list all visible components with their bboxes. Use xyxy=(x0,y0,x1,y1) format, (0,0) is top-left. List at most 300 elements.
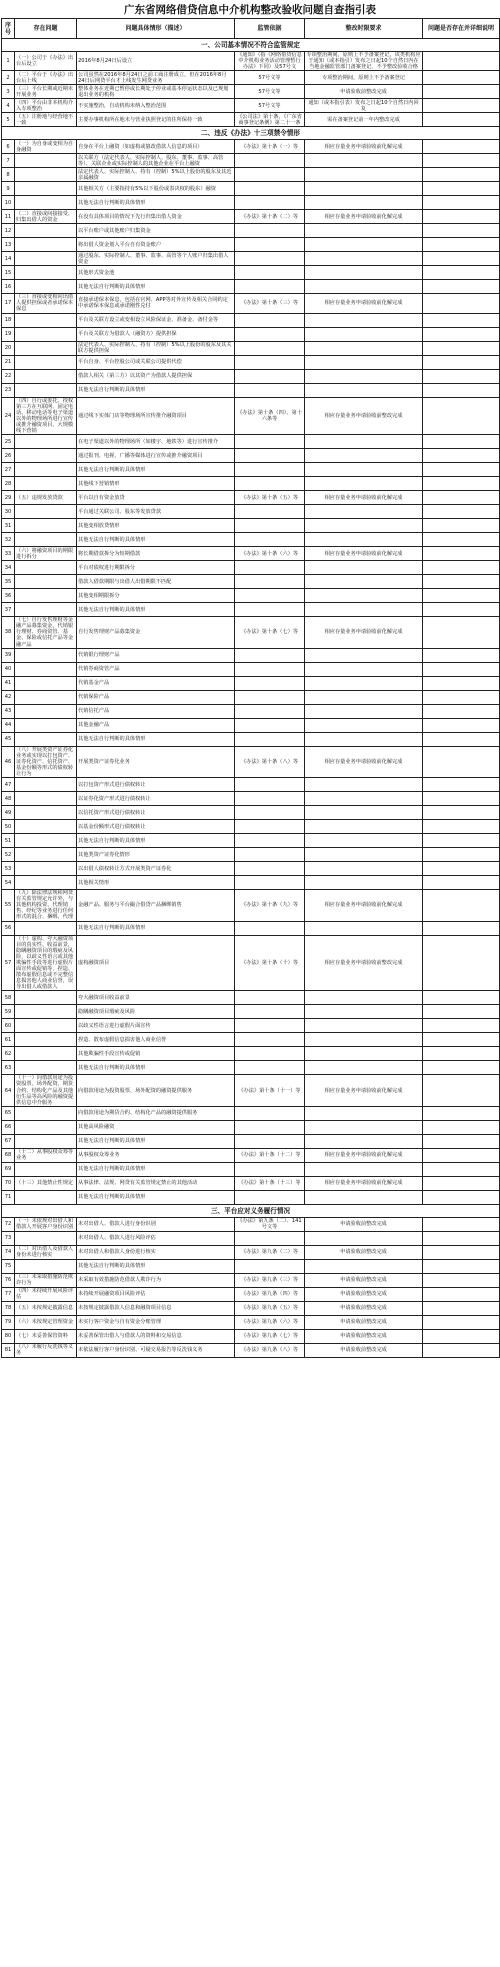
row-exists xyxy=(423,266,500,280)
row-basis: 《办法》第十条（六）等 xyxy=(235,547,305,561)
table-row xyxy=(2,935,500,991)
row-issue xyxy=(15,355,77,369)
table-row xyxy=(2,806,500,820)
table-row xyxy=(2,449,500,463)
table-row xyxy=(2,1162,500,1176)
row-exists xyxy=(423,1259,500,1273)
row-issue: （五）注册地与经营地不一致 xyxy=(15,113,77,127)
row-deadline xyxy=(305,1190,423,1204)
row-basis xyxy=(235,435,305,449)
row-exists xyxy=(423,704,500,718)
row-issue xyxy=(15,1259,77,1273)
row-number: 25 xyxy=(2,435,15,449)
table-row xyxy=(2,890,500,921)
row-exists xyxy=(423,1019,500,1033)
table-row xyxy=(2,778,500,792)
table-row xyxy=(2,1120,500,1134)
row-number: 55 xyxy=(2,890,15,921)
row-number: 3 xyxy=(2,85,15,99)
row-description: 不实施整治，自动机构未纳入整治范围 xyxy=(77,99,235,113)
row-deadline: 相应存量业务申请验收前化解完成 xyxy=(305,746,423,777)
row-deadline: 相应存量业务申请验收前化解完成 xyxy=(305,210,423,224)
row-issue: （六）将融资项目的期限进行拆分 xyxy=(15,547,77,561)
row-basis xyxy=(235,477,305,491)
row-description: 平台以自有资金放贷 xyxy=(77,491,235,505)
row-number: 18 xyxy=(2,313,15,327)
row-exists xyxy=(423,85,500,99)
row-description: 其他无法自行判断的具体情形 xyxy=(77,196,235,210)
row-exists xyxy=(423,224,500,238)
row-description: 将出借人资金划入平台自有资金账户 xyxy=(77,238,235,252)
row-number: 73 xyxy=(2,1231,15,1245)
row-basis: 《办法》第九条（二）、141号文等 xyxy=(235,1217,305,1231)
row-description: 在电子渠道以外的物理场所（如楼宇、地铁等）进行宣传推介 xyxy=(77,435,235,449)
row-deadline xyxy=(305,921,423,935)
row-issue xyxy=(15,862,77,876)
row-deadline xyxy=(305,252,423,266)
row-number: 45 xyxy=(2,732,15,746)
row-description: 主要办事机构所在地未与营业执照登记的住所保持一致 xyxy=(77,113,235,127)
table-row xyxy=(2,341,500,355)
row-exists xyxy=(423,383,500,397)
table-row xyxy=(2,463,500,477)
row-number: 81 xyxy=(2,1343,15,1357)
row-deadline xyxy=(305,505,423,519)
row-basis xyxy=(235,533,305,547)
table-row xyxy=(2,662,500,676)
row-exists xyxy=(423,1245,500,1259)
row-description: 代销券商资管产品 xyxy=(77,662,235,676)
row-number: 30 xyxy=(2,505,15,519)
row-description: 开展类资产证券化业务 xyxy=(77,746,235,777)
row-exists xyxy=(423,1273,500,1287)
row-issue xyxy=(15,383,77,397)
row-basis xyxy=(235,806,305,820)
row-exists xyxy=(423,935,500,991)
row-issue xyxy=(15,1033,77,1047)
row-exists xyxy=(423,561,500,575)
row-basis: 《办法》第九条（二）等 xyxy=(235,1245,305,1259)
row-deadline xyxy=(305,1120,423,1134)
row-description: 自身在平台上融资（如虚构或篡改借款人信息的项目） xyxy=(77,140,235,154)
row-basis xyxy=(235,662,305,676)
table-row xyxy=(2,397,500,435)
row-description: 其他线下营销情形 xyxy=(77,477,235,491)
table-row xyxy=(2,85,500,99)
row-description: 其他无法自行判断的具体情形 xyxy=(77,533,235,547)
table-row xyxy=(2,834,500,848)
table-row xyxy=(2,1231,500,1245)
row-basis: 《办法》第十条（七）等 xyxy=(235,617,305,648)
row-deadline xyxy=(305,266,423,280)
row-number: 69 xyxy=(2,1162,15,1176)
row-deadline xyxy=(305,154,423,168)
row-description: 通过线下实体门店等物理场所宣传推介融资项目 xyxy=(77,397,235,435)
row-number: 29 xyxy=(2,491,15,505)
section-row xyxy=(2,1204,500,1217)
row-issue xyxy=(15,341,77,355)
row-description: 其他欺骗性手段宣传或促销 xyxy=(77,1047,235,1061)
row-description: 金融产品、服务与平台撮合借贷产品捆绑销售 xyxy=(77,890,235,921)
row-description: 以歧义性语言进行虚假片面宣传 xyxy=(77,1019,235,1033)
row-deadline xyxy=(305,690,423,704)
row-issue xyxy=(15,704,77,718)
row-number: 8 xyxy=(2,168,15,182)
row-number: 70 xyxy=(2,1176,15,1190)
row-description: 其他无法自行判断的具体情形 xyxy=(77,1061,235,1075)
row-exists xyxy=(423,252,500,266)
row-issue xyxy=(15,1047,77,1061)
row-basis xyxy=(235,449,305,463)
row-description: 通过股东、实际控制人、董事、监事、高管等个人账户归集出借人资金 xyxy=(77,252,235,266)
section-title: 一、公司基本情况不符合监管规定 xyxy=(2,39,500,52)
row-issue xyxy=(15,1190,77,1204)
table-row xyxy=(2,732,500,746)
row-description: 直接承诺保本保息，包括在官网、APP等对外宣传及相关合同约定中承诺保本保息或承诺刚性兑付 xyxy=(77,294,235,313)
row-exists xyxy=(423,1162,500,1176)
row-issue: （六）未按规定管理资金 xyxy=(15,1315,77,1329)
row-exists xyxy=(423,280,500,294)
row-deadline: 申请验收前整改完成 xyxy=(305,1245,423,1259)
row-deadline: 相应存量业务申请验收前化解完成 xyxy=(305,294,423,313)
row-exists xyxy=(423,617,500,648)
row-basis: 《办法》第十条（二）等 xyxy=(235,210,305,224)
row-deadline xyxy=(305,778,423,792)
section-title: 二、违反《办法》十三项禁令情形 xyxy=(2,127,500,140)
table-row xyxy=(2,575,500,589)
row-exists xyxy=(423,1217,500,1231)
row-deadline xyxy=(305,327,423,341)
row-exists xyxy=(423,921,500,935)
row-deadline xyxy=(305,1134,423,1148)
row-issue xyxy=(15,238,77,252)
row-deadline xyxy=(305,718,423,732)
row-deadline xyxy=(305,238,423,252)
row-exists xyxy=(423,1047,500,1061)
table-row xyxy=(2,154,500,168)
row-deadline: 相应存量业务申请验收前化解完成 xyxy=(305,617,423,648)
row-basis xyxy=(235,778,305,792)
row-exists xyxy=(423,862,500,876)
row-description: 平台通过关联公司、股东等发放贷款 xyxy=(77,505,235,519)
row-basis xyxy=(235,676,305,690)
header-exists: 问题是否存在并详细说明 xyxy=(423,19,500,39)
row-issue xyxy=(15,676,77,690)
row-number: 78 xyxy=(2,1301,15,1315)
row-basis xyxy=(235,561,305,575)
table-row xyxy=(2,648,500,662)
row-exists xyxy=(423,1033,500,1047)
table-row xyxy=(2,196,500,210)
row-number: 52 xyxy=(2,848,15,862)
row-description: 虚构融资项目 xyxy=(77,935,235,991)
row-exists xyxy=(423,154,500,168)
table-row xyxy=(2,1315,500,1329)
row-exists xyxy=(423,890,500,921)
row-number: 27 xyxy=(2,463,15,477)
row-number: 17 xyxy=(2,294,15,313)
row-exists xyxy=(423,113,500,127)
row-number: 40 xyxy=(2,662,15,676)
header-no: 序号 xyxy=(2,19,15,39)
row-issue xyxy=(15,561,77,575)
row-issue xyxy=(15,196,77,210)
row-basis xyxy=(235,1231,305,1245)
table-row xyxy=(2,792,500,806)
row-issue: （十三）其他禁止性规定 xyxy=(15,1176,77,1190)
row-deadline xyxy=(305,806,423,820)
row-issue: （八）未履行反洗钱等义务 xyxy=(15,1343,77,1357)
table-row xyxy=(2,224,500,238)
row-number: 36 xyxy=(2,589,15,603)
row-exists xyxy=(423,547,500,561)
row-number: 22 xyxy=(2,369,15,383)
row-number: 71 xyxy=(2,1190,15,1204)
row-description: 以打包资产形式进行债权转让 xyxy=(77,778,235,792)
row-number: 6 xyxy=(2,140,15,154)
row-description: 法定代表人、实际控制人、持有（控制）5%以上股份的股东及其近亲属融资 xyxy=(77,168,235,182)
row-basis xyxy=(235,876,305,890)
row-basis xyxy=(235,266,305,280)
row-basis xyxy=(235,792,305,806)
table-row xyxy=(2,547,500,561)
row-number: 4 xyxy=(2,99,15,113)
row-exists xyxy=(423,690,500,704)
row-exists xyxy=(423,491,500,505)
row-issue xyxy=(15,313,77,327)
table-row xyxy=(2,676,500,690)
row-description: 以信托资产形式进行债权转让 xyxy=(77,806,235,820)
row-deadline xyxy=(305,704,423,718)
row-deadline xyxy=(305,862,423,876)
row-basis xyxy=(235,834,305,848)
row-basis xyxy=(235,1120,305,1134)
row-basis: 《办法》第十条（九）等 xyxy=(235,890,305,921)
table-row xyxy=(2,1301,500,1315)
table-row xyxy=(2,1148,500,1162)
row-description: 2016年8月24日后设立 xyxy=(77,52,235,71)
row-deadline xyxy=(305,834,423,848)
row-number: 21 xyxy=(2,355,15,369)
table-row xyxy=(2,168,500,182)
row-deadline xyxy=(305,820,423,834)
row-description: 未依法履行客户身份识别、可疑交易报告等反洗钱义务 xyxy=(77,1343,235,1357)
row-number: 62 xyxy=(2,1047,15,1061)
row-deadline: 申请验收前整改完成 xyxy=(305,1287,423,1301)
row-deadline xyxy=(305,477,423,491)
row-issue: （二）对出借人及借款人身份未进行核实 xyxy=(15,1245,77,1259)
row-description: 其他无法自行判断的具体情形 xyxy=(77,603,235,617)
row-basis xyxy=(235,848,305,862)
row-deadline: 专项整治期间，原则上不予备案登记 xyxy=(305,71,423,85)
table-row xyxy=(2,1106,500,1120)
row-deadline: 相应存量业务申请验收前化解完成 xyxy=(305,1148,423,1162)
row-deadline: 相应存量业务申请验收前化解完成 xyxy=(305,890,423,921)
row-number: 60 xyxy=(2,1019,15,1033)
row-number: 10 xyxy=(2,196,15,210)
row-description: 平台自身、平台控股公司或关联公司提供代偿 xyxy=(77,355,235,369)
table-row xyxy=(2,1259,500,1273)
row-number: 37 xyxy=(2,603,15,617)
row-deadline xyxy=(305,463,423,477)
row-deadline xyxy=(305,1019,423,1033)
row-description: 代销信托产品 xyxy=(77,704,235,718)
row-exists xyxy=(423,355,500,369)
row-number: 77 xyxy=(2,1287,15,1301)
row-description: 其他无法自行判断的具体情形 xyxy=(77,1134,235,1148)
row-number: 56 xyxy=(2,921,15,935)
row-description: 以证券化资产形式进行债权转让 xyxy=(77,792,235,806)
row-basis: 57号文等 xyxy=(235,85,305,99)
row-issue xyxy=(15,575,77,589)
row-issue xyxy=(15,732,77,746)
row-basis xyxy=(235,921,305,935)
row-exists xyxy=(423,732,500,746)
row-exists xyxy=(423,313,500,327)
row-deadline xyxy=(305,533,423,547)
row-basis: 《办法》第十条（五）等 xyxy=(235,491,305,505)
row-deadline xyxy=(305,662,423,676)
row-issue xyxy=(15,533,77,547)
row-basis: 《办法》第十条（十）等 xyxy=(235,935,305,991)
row-description: 其他相关方（主要指持有5%以下股份或表决权的股东）融资 xyxy=(77,182,235,196)
row-description: 以关联方（法定代表人、实际控制人、股东、董事、监事、高管等）、关联企业或实际控制人的其他企业在平台上融资 xyxy=(77,154,235,168)
table-row xyxy=(2,1019,500,1033)
row-exists xyxy=(423,848,500,862)
row-issue xyxy=(15,834,77,848)
table-row xyxy=(2,505,500,519)
row-basis xyxy=(235,1047,305,1061)
row-deadline xyxy=(305,369,423,383)
row-basis xyxy=(235,575,305,589)
row-deadline xyxy=(305,1005,423,1019)
table-row xyxy=(2,876,500,890)
row-issue xyxy=(15,603,77,617)
row-number: 57 xyxy=(2,935,15,991)
row-basis xyxy=(235,383,305,397)
row-description: 整体业务在近期已暂停或长期处于停业或基本停运状态以及已规划退出业务的机构 xyxy=(77,85,235,99)
row-description: 未按规定披露借款人信息和融资项目信息 xyxy=(77,1301,235,1315)
row-issue xyxy=(15,449,77,463)
row-number: 34 xyxy=(2,561,15,575)
row-issue xyxy=(15,1120,77,1134)
row-issue xyxy=(15,477,77,491)
table-row xyxy=(2,1047,500,1061)
row-basis xyxy=(235,1106,305,1120)
table-row xyxy=(2,327,500,341)
row-exists xyxy=(423,435,500,449)
row-basis: 《办法》第九条（六）等 xyxy=(235,1315,305,1329)
row-deadline: 相应存量业务申请验收前化解完成 xyxy=(305,491,423,505)
row-deadline xyxy=(305,648,423,662)
row-issue xyxy=(15,224,77,238)
row-basis xyxy=(235,589,305,603)
row-description: 从事股权众筹业务 xyxy=(77,1148,235,1162)
row-exists xyxy=(423,1190,500,1204)
row-exists xyxy=(423,676,500,690)
table-row xyxy=(2,294,500,313)
table-row xyxy=(2,617,500,648)
row-description: 其他变相放贷情形 xyxy=(77,519,235,533)
row-deadline xyxy=(305,224,423,238)
row-deadline: 申请验收前整改完成 xyxy=(305,1301,423,1315)
row-basis xyxy=(235,463,305,477)
row-number: 54 xyxy=(2,876,15,890)
row-basis: 《公司法》第十条，《广东省商事登记条例》第二十一条 xyxy=(235,113,305,127)
row-number: 2 xyxy=(2,71,15,85)
row-issue: （三）平台长期或近期未开展业务 xyxy=(15,85,77,99)
row-number: 9 xyxy=(2,182,15,196)
row-issue: （三）未采取措施防范欺诈行为 xyxy=(15,1273,77,1287)
row-basis xyxy=(235,505,305,519)
row-number: 61 xyxy=(2,1033,15,1047)
row-number: 41 xyxy=(2,676,15,690)
row-exists xyxy=(423,1231,500,1245)
table-row xyxy=(2,491,500,505)
row-number: 58 xyxy=(2,991,15,1005)
row-exists xyxy=(423,210,500,224)
row-exists xyxy=(423,603,500,617)
row-issue xyxy=(15,1005,77,1019)
row-issue xyxy=(15,369,77,383)
table-row xyxy=(2,1245,500,1259)
row-number: 26 xyxy=(2,449,15,463)
row-number: 35 xyxy=(2,575,15,589)
row-exists xyxy=(423,327,500,341)
row-exists xyxy=(423,1106,500,1120)
row-issue xyxy=(15,327,77,341)
row-number: 74 xyxy=(2,1245,15,1259)
table-row xyxy=(2,1329,500,1343)
row-issue: （十）虚构、夸大融资项目的真实性、收益前景，隐瞒融资项目的瑕疵及风险，以歧义性语言或其他欺骗性手段等进行虚假片面宣传或促销等，捏造、散布虚假信息或不完整信息损害他人商业信誉，误导出借人或借款人 xyxy=(15,935,77,991)
row-issue: （四）未持续开展风险评估 xyxy=(15,1287,77,1301)
row-issue xyxy=(15,252,77,266)
row-exists xyxy=(423,792,500,806)
row-exists xyxy=(423,294,500,313)
row-exists xyxy=(423,1061,500,1075)
row-number: 28 xyxy=(2,477,15,491)
row-number: 59 xyxy=(2,1005,15,1019)
table-row xyxy=(2,52,500,71)
row-exists xyxy=(423,238,500,252)
row-exists xyxy=(423,1301,500,1315)
row-issue xyxy=(15,718,77,732)
row-deadline xyxy=(305,355,423,369)
row-deadline xyxy=(305,1061,423,1075)
row-exists xyxy=(423,746,500,777)
table-row xyxy=(2,1273,500,1287)
table-row xyxy=(2,182,500,196)
row-basis xyxy=(235,355,305,369)
table-row xyxy=(2,718,500,732)
row-basis: 《办法》第十条（十一）等 xyxy=(235,1075,305,1106)
row-issue: （十二）从事股权众筹等业务 xyxy=(15,1148,77,1162)
row-description: 代销基金产品 xyxy=(77,676,235,690)
row-number: 7 xyxy=(2,154,15,168)
row-exists xyxy=(423,820,500,834)
row-issue xyxy=(15,690,77,704)
table-row xyxy=(2,1005,500,1019)
row-number: 15 xyxy=(2,266,15,280)
table-row xyxy=(2,1134,500,1148)
table-row xyxy=(2,266,500,280)
row-description: 未对出借人、借款人进行风险评估 xyxy=(77,1231,235,1245)
row-description: 平台及关联方为借款人（融资方）提供担保 xyxy=(77,327,235,341)
row-deadline xyxy=(305,280,423,294)
row-issue xyxy=(15,266,77,280)
table-row xyxy=(2,252,500,266)
row-deadline xyxy=(305,168,423,182)
